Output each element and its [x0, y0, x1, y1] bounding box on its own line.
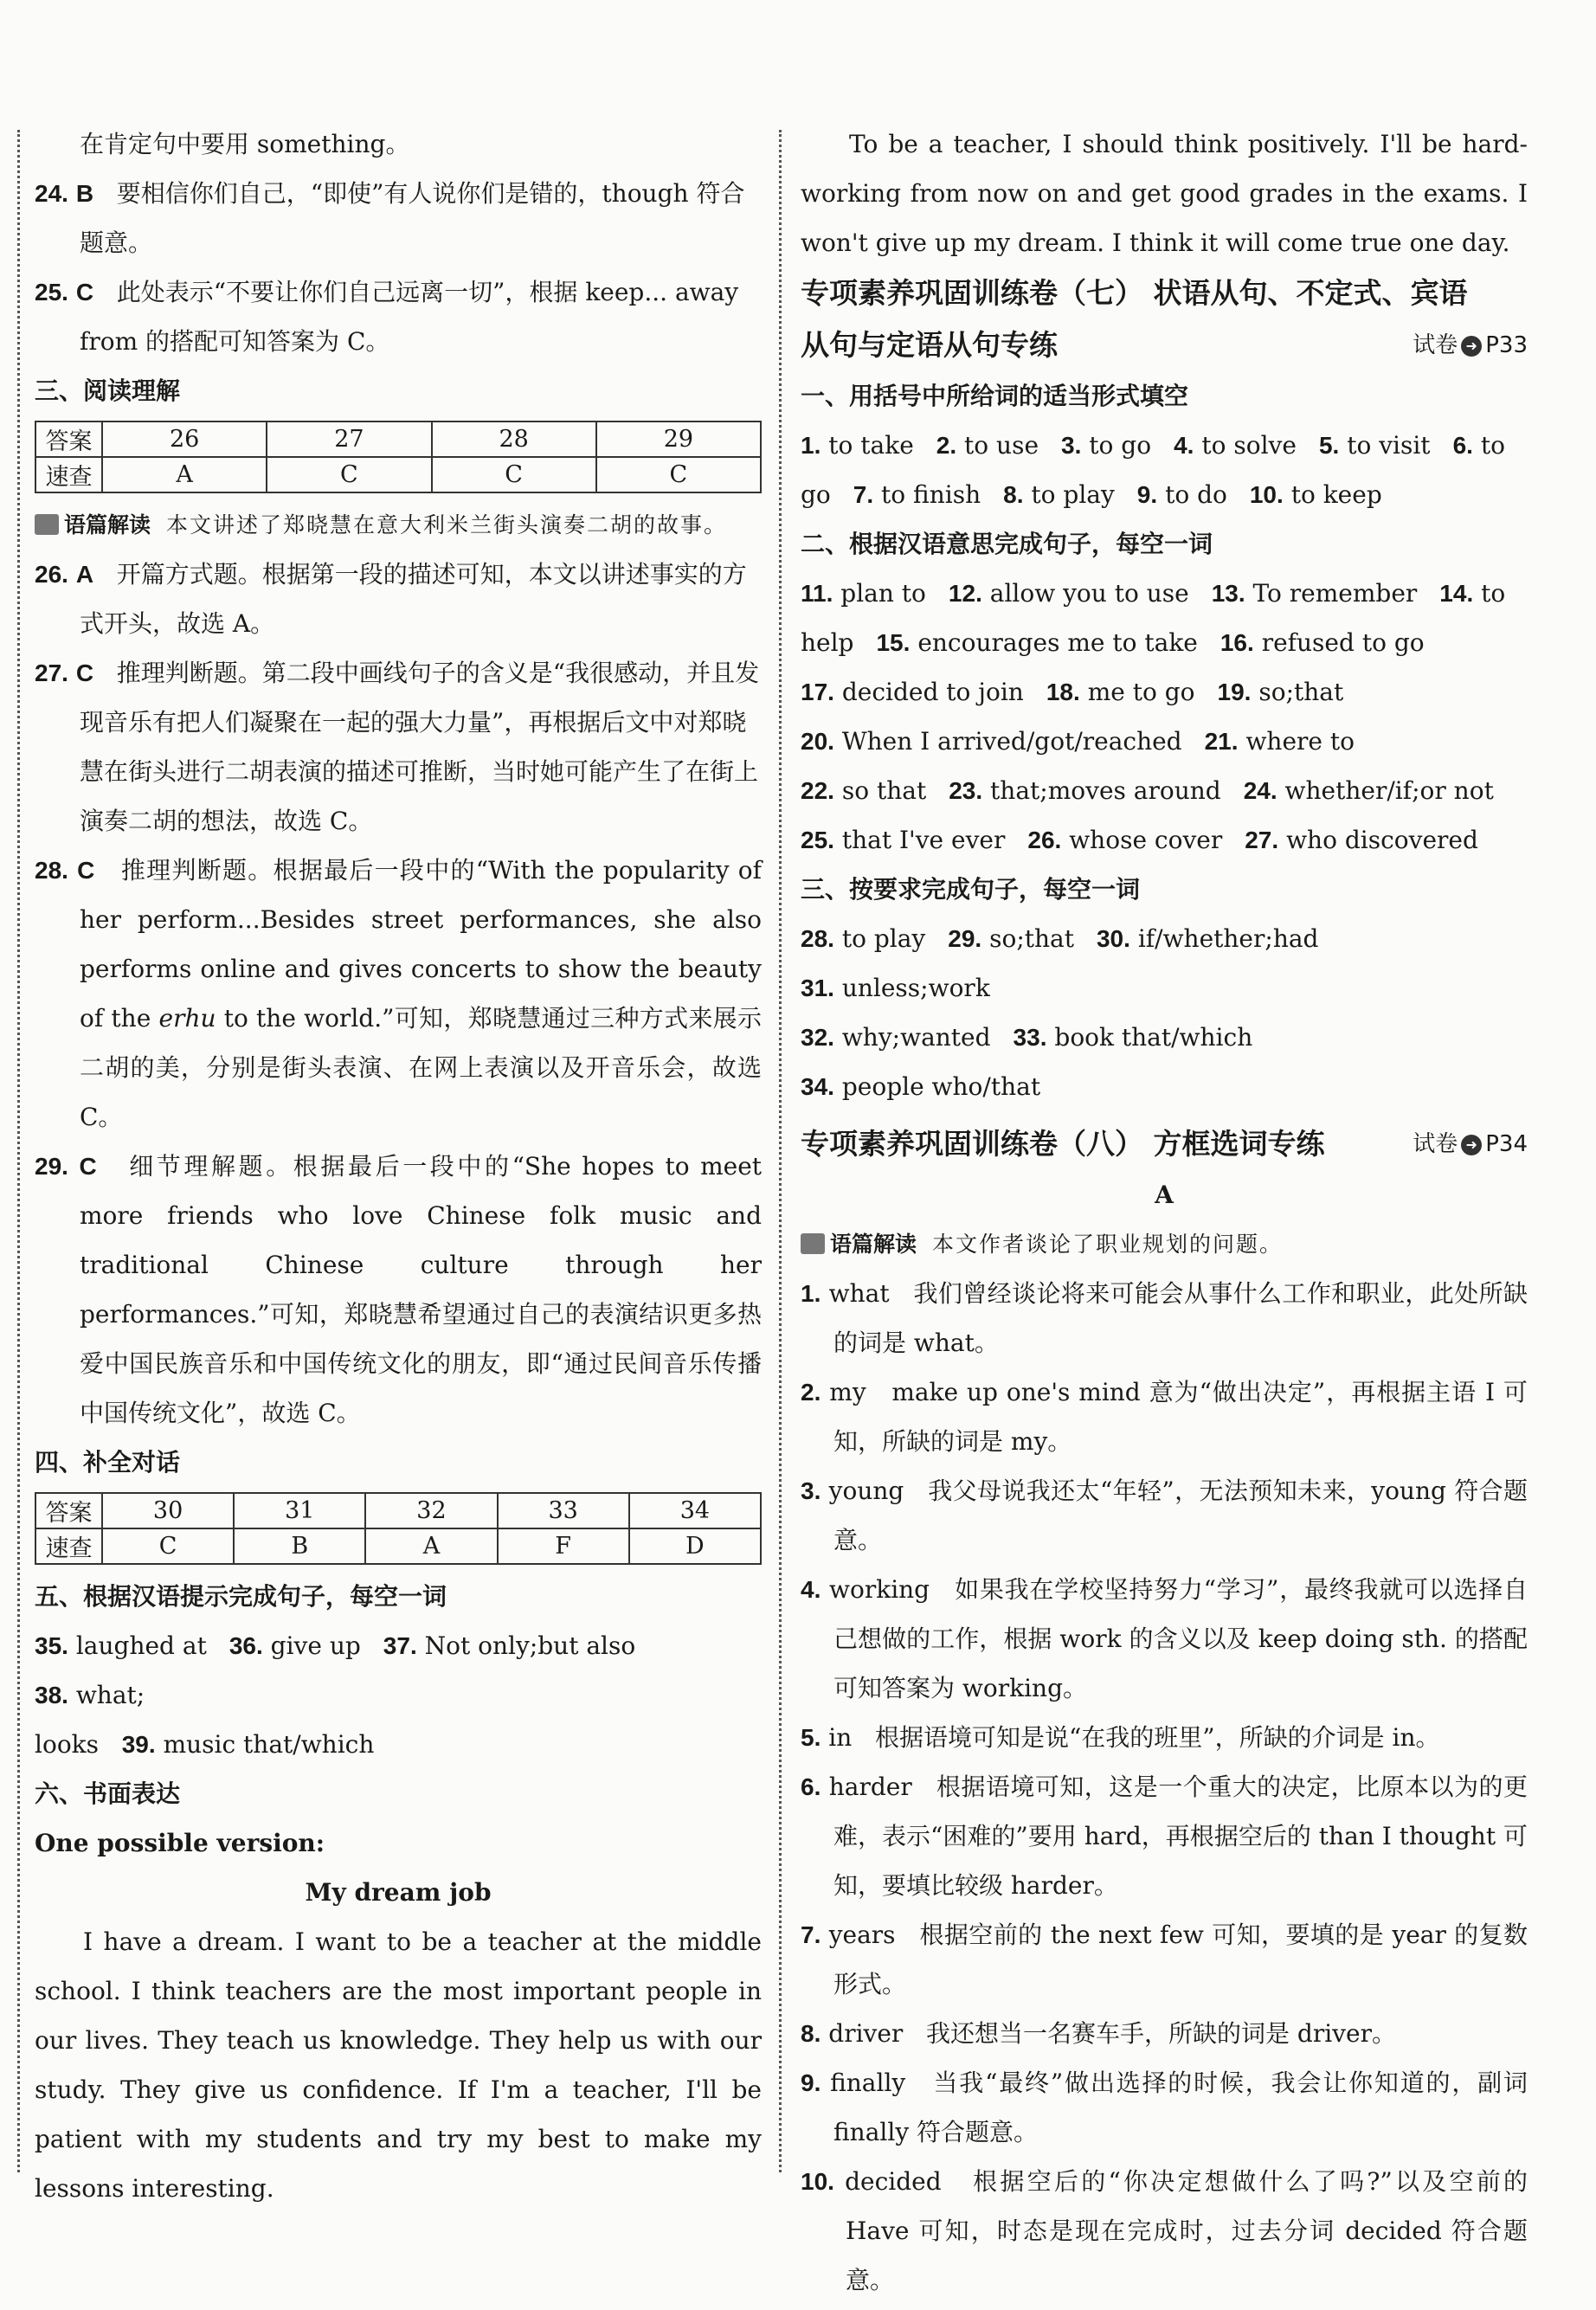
question-28: 28. C 推理判断题。根据最后一段中的“With the popularity of her perform...Besides street performances, she also performs online and gives concerts to show the beauty of the erhu to the world.”可知，郑晓慧通过三种方式来展示二胡的美，分别是街头表演、在网上表演以及开音乐会，故选 C。: [35, 856, 763, 1131]
answer-table-dialogue: 答案 30 31 32 33 34 速查 C B A F D: [35, 1492, 762, 1565]
question-25: 25. C 此处表示“不要让你们自己远离一切”，根据 keep... away from 的搭配可知答案为 C。: [35, 278, 739, 356]
essay-paragraph: To be a teacher, I should think positively. I'll be hard-working from now on and get good grades in the exams. I won't give up my dream. I think it will come true one day.: [801, 130, 1528, 257]
section-heading: 一、用括号中所给词的适当形式填空: [801, 382, 1189, 410]
answer-table-reading: 答案 26 27 28 29 速查 A C C C: [35, 421, 762, 493]
reading-summary: 语篇解读 本文讲述了郑晓慧在意大利米兰街头演奏二胡的故事。: [35, 500, 762, 550]
section-title-7: 专项素养巩固训练卷（七） 状语从句、不定式、宾语: [801, 276, 1468, 310]
answer-line: 1. to take 2. to use 3. to go 4. to solve 5. to visit 6. to: [801, 431, 1505, 460]
answer-line: looks 39. music that/which: [35, 1730, 375, 1759]
version-label: One possible version:: [35, 1829, 325, 1857]
list-item: 5. in 根据语境可知是说“在我的班里”，所缺的介词是 in。: [801, 1723, 1440, 1752]
list-item: 2. my make up one's mind 意为“做出决定”，再根据主语 I 可知，所缺的词是 my。: [801, 1378, 1528, 1456]
list-item: 4. working 如果我在学校坚持努力“学习”，最终我就可以选择自己想做的工作，根据 work 的含义以及 keep doing sth. 的搭配可知答案为 working。: [801, 1575, 1528, 1702]
list-item: 1. what 我们曾经谈论将来可能会从事什么工作和职业，此处所缺的词是 what。: [801, 1279, 1528, 1357]
arrow-right-icon: ➜: [1461, 1135, 1482, 1155]
section-heading: 五、根据汉语提示完成句子，每空一词: [35, 1582, 447, 1611]
left-column: [35, 119, 762, 2213]
question-27: 27. C 推理判断题。第二段中画线句子的含义是“我很感动，并且发现音乐有把人们凝聚在一起的强大力量”，再根据后文中对郑晓慧在街头进行二胡表演的描述可推断，当时她可能产生了在街上演奏二胡的想法，故选 C。: [35, 659, 760, 835]
book-icon: [35, 514, 59, 535]
list-item: 7. years 根据空前的 the next few 可知，要填的是 year 的复数形式。: [801, 1921, 1528, 1998]
question-29: 29. C 细节理解题。根据最后一段中的“She hopes to meet more friends who love Chinese folk music and traditional Chinese culture through her performances.”可知，郑晓慧希望通过自己的表演结识更多热爱中国民族音乐和中国传统文化的朋友，即“通过民间音乐传播中国传统文化”，故选 C。: [35, 1152, 763, 1427]
list-item: 8. driver 我还想当一名赛车手，所缺的词是 driver。: [801, 2019, 1396, 2048]
answer-line: 17. decided to join 18. me to go 19. so;that: [801, 678, 1344, 706]
section-title-7-cont: 从句与定语从句专练 试卷 ➜ P33: [801, 328, 1528, 362]
part-label: A: [1155, 1181, 1174, 1209]
answer-line: 11. plan to 12. allow you to use 13. To remember 14. to: [801, 579, 1506, 608]
answer-line: 32. why;wanted 33. book that/which34. people who/that: [801, 1023, 1253, 1101]
answer-line: 25. that I've ever 26. whose cover 27. who discovered: [801, 826, 1478, 854]
answer-list: [801, 1269, 1528, 2305]
left-margin-line: [17, 130, 20, 2172]
section-heading: 三、阅读理解: [35, 376, 181, 405]
book-icon: [801, 1233, 825, 1254]
reading-summary: 语篇解读 本文作者谈论了职业规划的问题。: [801, 1219, 1528, 1269]
column-divider: [779, 130, 782, 2172]
answer-line: help 15. encourages me to take 16. refused to go: [801, 628, 1425, 657]
essay-paragraph: I have a dream. I want to be a teacher at the middle school. I think teachers are the most important people in our lives. They teach us knowledge. They help us with our study. They give us confidence. If I'm a teacher, I'll be patient with my students and try my best to make my lessons interesting.: [35, 1927, 762, 2203]
arrow-right-icon: ➜: [1461, 336, 1482, 357]
section-heading: 六、书面表达: [35, 1779, 181, 1808]
list-item: 6. harder 根据语境可知，这是一个重大的决定，比原本以为的更难，表示“困难的”要用 hard，再根据空后的 than I thought 可知，要填比较级 harder。: [801, 1773, 1528, 1900]
text-line: 在肯定句中要用 something。: [80, 130, 410, 158]
section-heading: 四、补全对话: [35, 1448, 181, 1477]
essay-title: My dream job: [305, 1878, 492, 1907]
question-26: 26. A 开篇方式题。根据第一段的描述可知，本文以讲述事实的方式开头，故选 A。: [35, 560, 747, 638]
right-column: [801, 119, 1528, 2305]
question-24: 24. B 要相信你们自己，“即使”有人说你们是错的，though 符合题意。: [35, 179, 745, 257]
answer-line: 20. When I arrived/got/reached 21. where to: [801, 727, 1355, 756]
section-heading: 二、根据汉语意思完成句子，每空一词: [801, 530, 1213, 558]
answer-line: go 7. to finish 8. to play 9. to do 10. to keep: [801, 480, 1382, 509]
list-item: 10. decided 根据空后的“你决定想做什么了吗?”以及空前的 Have 可知，时态是现在完成时，过去分词 decided 符合题意。: [801, 2167, 1528, 2294]
section-heading: 三、按要求完成句子，每空一词: [801, 875, 1141, 904]
answer-line: 35. laughed at 36. give up 37. Not only;but also38. what;: [35, 1631, 636, 1709]
answer-line: 22. so that 23. that;moves around 24. whether/if;or not: [801, 776, 1494, 805]
answer-line: 28. to play 29. so;that 30. if/whether;had31. unless;work: [801, 924, 1319, 1002]
list-item: 3. young 我父母说我还太“年轻”，无法预知未来，young 符合题意。: [801, 1477, 1528, 1554]
section-title-8: 专项素养巩固训练卷（八） 方框选词专练 试卷 ➜ P34: [801, 1127, 1528, 1161]
list-item: 9. finally 当我“最终”做出选择的时候，我会让你知道的，副词 finally 符合题意。: [801, 2069, 1528, 2146]
